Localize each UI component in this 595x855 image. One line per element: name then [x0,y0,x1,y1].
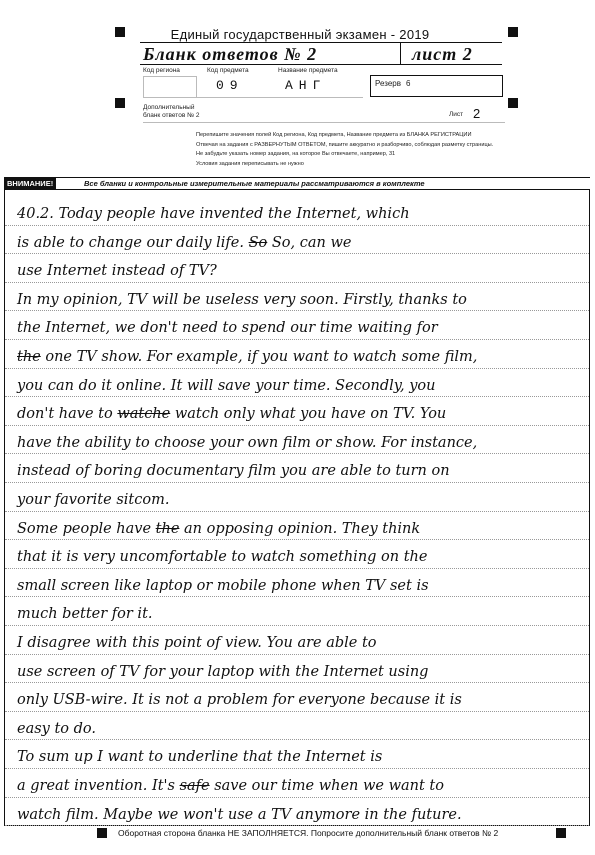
answer-line [17,378,577,394]
registration-marker [97,828,107,838]
field-underline [143,122,505,123]
blank-title: Бланк ответов № 2 [143,44,318,64]
warning-text: Все бланки и контрольные измерительные материалы рассматриваются в комплекте [84,179,425,188]
answer-text: Some people have [17,520,156,537]
answer-line [17,292,577,308]
ruled-line [5,425,589,427]
answer-line [17,463,577,479]
answer-text: I disagree with this point of view. You are able to [17,635,377,651]
ruled-line [5,396,589,398]
answer-line [17,692,577,708]
answer-line [17,206,577,222]
ruled-line [5,310,589,312]
instruction-line: Перепишите значения полей Код региона, Код предмета, Название предмета из БЛАНКА РЕГИСТРАЦИИ [196,132,472,138]
registration-marker [556,828,566,838]
answer-line [17,721,577,737]
answer-text: much better for it. [17,606,153,623]
ruled-line [5,797,589,799]
region-field[interactable] [143,76,197,98]
ruled-line [5,596,589,598]
answer-text: the Internet, we don't need to spend our time waiting for [17,320,438,337]
answer-text: have the ability to choose your own film or show. For instance, [17,434,478,451]
ruled-line [5,482,589,484]
ruled-line [5,539,589,541]
extra-blank-label: бланк ответов № 2 [143,112,200,119]
answer-text: use screen of TV for your laptop with the Internet using [17,663,429,680]
footer-note: Оборотная сторона бланка НЕ ЗАПОЛНЯЕТСЯ. Попросите дополнительный бланк ответов № 2 [118,828,499,838]
answer-line [17,635,577,651]
answer-line [17,778,577,794]
instruction-line: Не забудьте указать номер задания, на которое Вы отвечаете, например, 31 [196,151,396,158]
exam-title: Единый государственный экзамен - 2019 [170,27,430,42]
answer-line [17,521,577,537]
ruled-line [5,711,589,713]
ruled-line [5,339,589,341]
sheet-label: Лист [449,111,464,118]
answer-line [17,435,577,451]
ruled-line [5,368,589,370]
registration-marker [115,27,125,37]
answer-text: instead of boring documentary film you are able to turn on [17,463,450,480]
answer-text: your favorite sitcom. [17,492,170,508]
answer-text: watch film. Maybe we won't use a TV anymore in the future. [17,806,462,823]
header-divider [400,42,401,64]
answer-line [17,349,577,365]
warning-label: ВНИМАНИЕ! [4,178,56,189]
answer-line [17,549,577,565]
answer-line [17,606,577,622]
extra-blank-label: Дополнительный [143,104,195,111]
answer-text: only USB-wire. It is not a problem for everyone because it is [17,692,462,709]
crossed-out-word: the [17,349,41,365]
answer-text: So, can we [267,234,352,251]
answer-line [17,320,577,336]
reserve-label: Резерв [375,79,401,88]
ruled-line [5,654,589,656]
ruled-line [5,625,589,627]
crossed-out-word: So [248,234,268,251]
answer-text: is able to change our daily life. [17,234,249,251]
answer-text: small screen like laptop or mobile phone when TV set is [17,577,429,594]
instruction-line: Отвечая на задания с РАЗВЕРНУТЫМ ОТВЕТОМ, пишите аккуратно и разборчиво, соблюдая разметку страницы. [196,141,494,148]
answer-text: 40.2. Today people have invented the Internet, which [17,206,410,222]
header-divider [140,64,502,65]
answer-line [17,664,577,680]
subject-name-field[interactable]: АНГ [285,78,327,93]
answer-text: save our time when we want to [209,778,444,794]
sheet-number-field[interactable]: 2 [473,106,481,121]
ruled-line [5,739,589,741]
registration-marker [508,27,518,37]
answer-text: one TV show. For example, if you want to watch some film, [40,349,478,365]
ruled-line [5,511,589,513]
reserve-value: 6 [406,79,411,88]
answer-text: a great invention. It's [17,778,180,794]
answer-line [17,578,577,594]
answer-line [17,263,577,279]
answer-text: In my opinion, TV will be useless very soon. Firstly, thanks to [17,291,467,308]
ruled-line [5,682,589,684]
answer-text: easy to do. [17,720,96,737]
answer-text: use Internet instead of TV? [17,263,217,280]
region-label: Код региона [143,67,180,74]
answer-line [17,406,577,422]
registration-marker [115,98,125,108]
crossed-out-word: watche [117,406,171,423]
answer-area[interactable] [4,189,590,826]
ruled-line [5,825,589,827]
subject-name-label: Название предмета [278,67,338,74]
ruled-line [5,253,589,255]
answer-text: don't have to [17,406,118,423]
crossed-out-word: the [155,520,180,537]
instructions [196,131,536,169]
answer-line [17,807,577,823]
field-underline [143,97,363,98]
answer-text: you can do it online. It will save your time. Secondly, you [17,377,436,394]
crossed-out-word: safe [179,778,210,794]
header-divider [140,42,502,43]
ruled-line [5,225,589,227]
answer-text: To sum up I want to underline that the Internet is [17,749,383,766]
answer-text: that it is very uncomfortable to watch something on the [17,549,428,566]
instruction-line: Условия задания переписывать не нужно [196,160,304,167]
answer-line [17,235,577,251]
answer-text: an opposing opinion. They think [179,520,421,537]
ruled-line [5,768,589,770]
answer-text: watch only what you have on TV. You [170,406,447,423]
subject-code-label: Код предмета [207,67,249,74]
sheet-title: лист 2 [412,44,473,64]
subject-code-field[interactable]: 09 [216,78,244,93]
registration-marker [508,98,518,108]
ruled-line [5,282,589,284]
answer-line [17,749,577,765]
ruled-line [5,568,589,570]
ruled-line [5,453,589,455]
answer-line [17,492,577,508]
